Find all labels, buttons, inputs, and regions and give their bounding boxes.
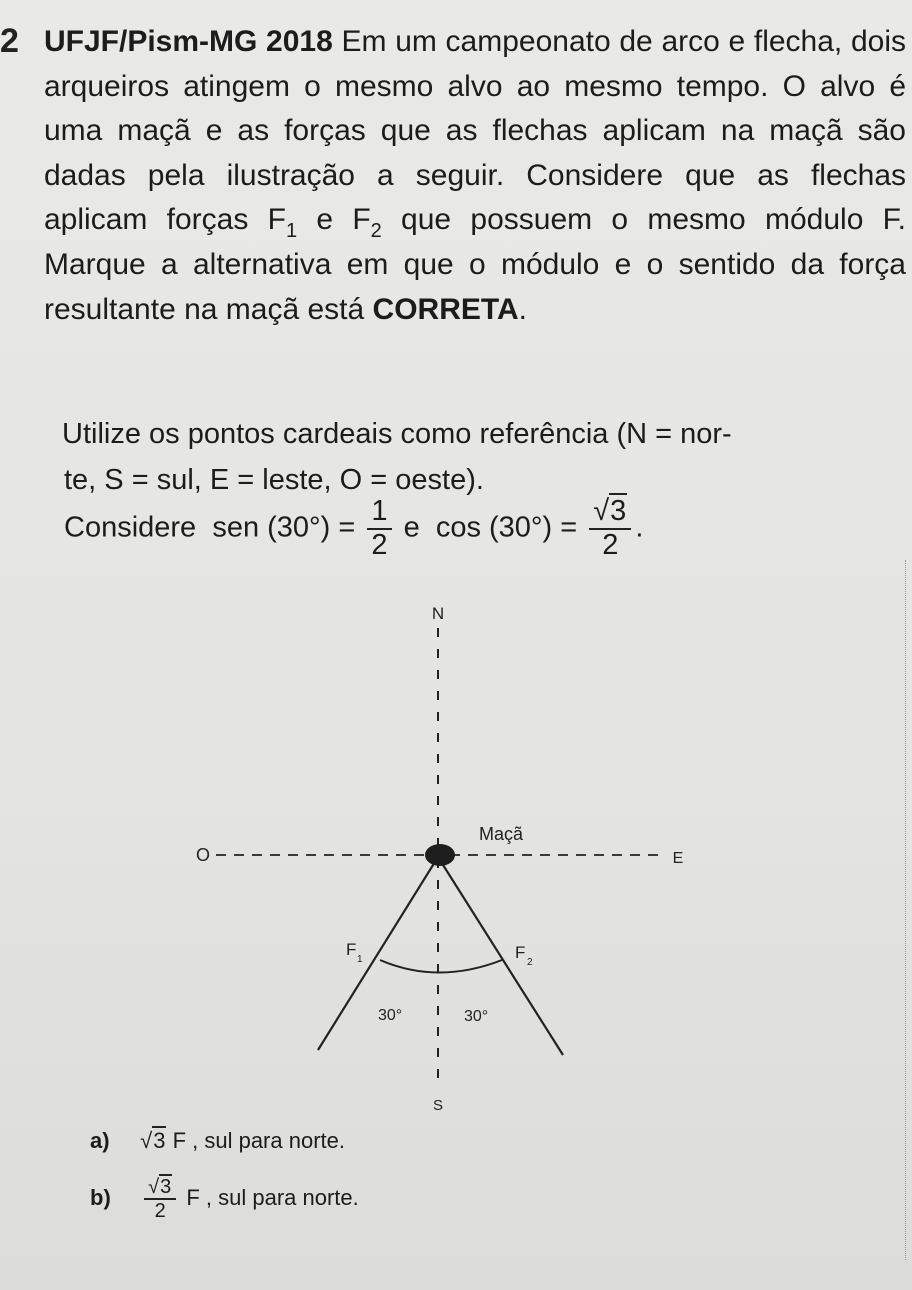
force1-label: F xyxy=(346,940,357,959)
statement-emphasis: CORRETA xyxy=(372,292,519,326)
reference-line-2: te, S = sul, E = leste, O = oeste). xyxy=(64,464,484,496)
cos-numerator: √3 xyxy=(589,496,631,530)
angle-left-label: 30° xyxy=(378,1007,403,1024)
option-a-text: F , sul para norte. xyxy=(172,1128,345,1153)
statement-part-2: e F xyxy=(297,203,371,237)
connector-e: e xyxy=(403,511,420,544)
apple-label: Maçã xyxy=(479,824,524,844)
east-label: E xyxy=(672,850,684,867)
force1-subscript: 1 xyxy=(357,954,363,965)
consider-label: Considere xyxy=(64,511,197,544)
sen-numerator: 1 xyxy=(367,496,391,530)
cos-denominator: 2 xyxy=(602,528,619,561)
statement-part-3: que possuem o mesmo módulo F. Marque a alternativa em que o módulo e o sentido da força resultante na maçã está xyxy=(44,203,906,326)
option-a-radicand: 3 xyxy=(153,1128,166,1153)
force2-line xyxy=(438,857,563,1055)
statement-part-4: . xyxy=(518,292,527,326)
north-label: N xyxy=(431,604,445,623)
force2-label: F xyxy=(515,943,526,962)
statement-part-1: Em um campeonato de arco e flecha, dois arqueiros atingem o mesmo alvo ao mesmo tempo. O alvo é uma maçã e as forças que as flechas aplicam na maçã são dadas pela ilustração a seguir. Considere que as flechas aplicam forças F xyxy=(44,25,906,237)
sen-denominator: 2 xyxy=(371,528,388,561)
option-b[interactable] xyxy=(90,1176,359,1222)
end-period: . xyxy=(635,511,644,544)
cos-expression: cos (30°) = xyxy=(435,511,578,544)
force2-subscript: 2 xyxy=(527,957,533,968)
west-label: O xyxy=(195,845,211,865)
option-b-text: F , sul para norte. xyxy=(186,1184,359,1210)
f2-subscript: 2 xyxy=(370,220,382,243)
option-a[interactable] xyxy=(90,1128,345,1154)
question-source: UFJF/Pism-MG 2018 xyxy=(44,25,333,58)
option-a-value: √3 xyxy=(140,1128,166,1153)
page-margin-line xyxy=(905,560,912,1260)
f1-subscript: 1 xyxy=(285,220,298,243)
angle-right-label: 30° xyxy=(464,1008,489,1025)
option-b-letter: b) xyxy=(90,1184,111,1210)
south-label: S xyxy=(432,1097,444,1114)
cos-numerator-radicand: 3 xyxy=(610,495,627,527)
option-b-numerator: √3 xyxy=(144,1176,176,1200)
sen-expression: sen (30°) = xyxy=(212,511,356,544)
angle-arc xyxy=(380,960,502,973)
question-number: 2 xyxy=(0,22,19,60)
apple-dot xyxy=(425,844,455,866)
option-b-radicand: 3 xyxy=(160,1176,172,1198)
option-b-denominator: 2 xyxy=(154,1200,166,1222)
option-a-letter: a) xyxy=(90,1128,110,1153)
reference-line-1: Utilize os pontos cardeais como referência (N = nor- xyxy=(62,418,732,450)
option-b-fraction xyxy=(144,1176,176,1222)
